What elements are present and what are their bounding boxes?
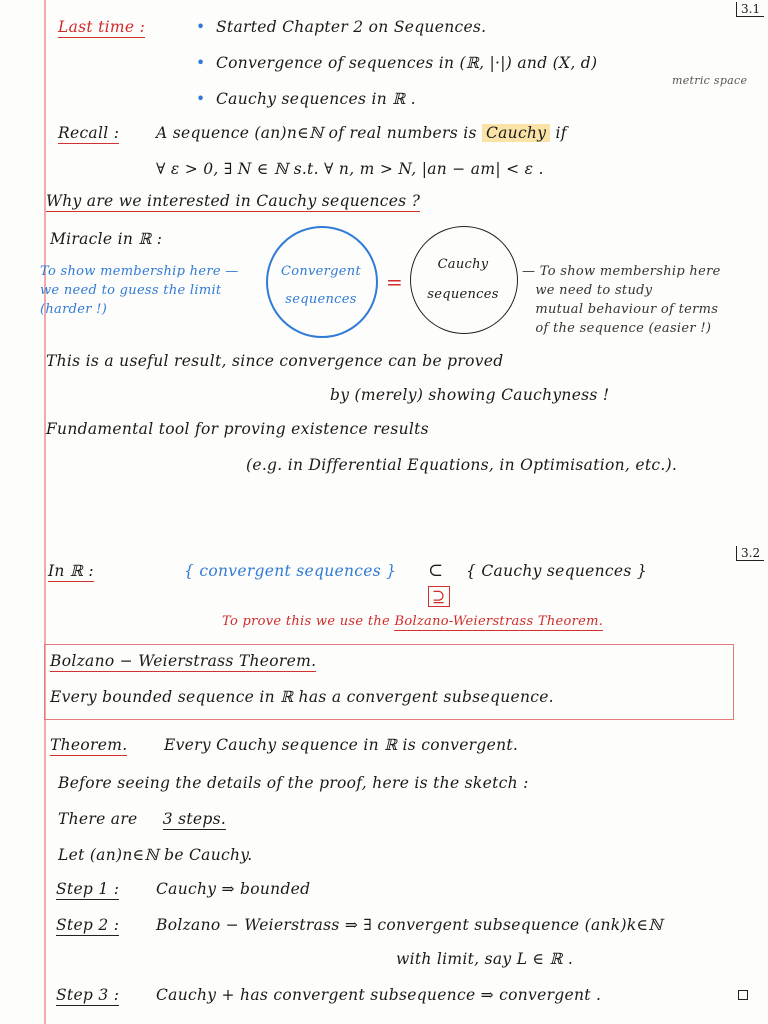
three-steps-line <box>58 810 226 828</box>
step-3-label: Step 3 : <box>56 986 120 1004</box>
three-steps: 3 steps. <box>162 810 227 828</box>
last-time-item-2: Convergence of sequences in (ℝ, |·|) and (X, d) <box>216 54 598 72</box>
bw-title: Bolzano − Weierstrass Theorem. <box>50 652 317 670</box>
bw-note <box>222 614 603 629</box>
cauchy-highlight: Cauchy <box>482 124 550 142</box>
theorem-statement: Every Cauchy sequence in ℝ is convergent. <box>164 736 519 754</box>
step-1-label: Step 1 : <box>56 880 120 898</box>
bw-statement: Every bounded sequence in ℝ has a convergent subsequence. <box>50 688 554 706</box>
recall-label: Recall : <box>58 124 120 142</box>
useful-line-2: by (merely) showing Cauchyness ! <box>330 386 610 404</box>
theorem-label: Theorem. <box>50 736 128 754</box>
last-time-item-1: Started Chapter 2 on Sequences. <box>216 18 487 36</box>
step-2-text-2: with limit, say L ∈ ℝ . <box>396 950 574 968</box>
equals-sign: = <box>386 270 404 294</box>
in-r-label: In ℝ : <box>48 562 94 580</box>
bullet: • <box>196 54 206 72</box>
bw-note-link: Bolzano-Weierstrass Theorem. <box>394 614 604 629</box>
page-number: 3.1 <box>736 2 764 17</box>
metric-space-note: metric space <box>672 74 748 87</box>
cauchy-set: { Cauchy sequences } <box>466 562 648 580</box>
fundamental-line-1: Fundamental tool for proving existence results <box>46 420 429 438</box>
bw-note-text: To prove this we use the <box>222 614 391 629</box>
miracle-line: Miracle in ℝ : <box>50 230 163 248</box>
let-line: Let (an)n∈ℕ be Cauchy. <box>58 846 253 864</box>
qed-square-icon <box>738 990 748 1000</box>
step-1-text: Cauchy ⇒ bounded <box>156 880 311 898</box>
three-steps-pre: There are <box>58 810 138 828</box>
sketch-line: Before seeing the details of the proof, here is the sketch : <box>58 774 529 792</box>
step-2-label: Step 2 : <box>56 916 120 934</box>
recall-line1 <box>156 124 567 142</box>
bullet: • <box>196 18 206 36</box>
recall-text-end: if <box>555 124 567 142</box>
convergent-circle-label: Convergent sequences <box>280 264 361 307</box>
recall-text: A sequence (an)n∈ℕ of real numbers is <box>156 124 477 142</box>
step-3-text: Cauchy + has convergent subsequence ⇒ convergent . <box>156 986 602 1004</box>
convergent-set: { convergent sequences } <box>184 562 397 580</box>
last-time-label: Last time : <box>58 18 146 36</box>
left-note: To show membership here — we need to guess the limit (harder !) <box>40 264 239 317</box>
right-note: — To show membership here we need to study mutual behaviour of terms of the sequence (easier !) <box>522 264 721 336</box>
recall-line2: ∀ ε > 0, ∃ N ∈ ℕ s.t. ∀ n, m > N, |an − am| < ε . <box>156 160 544 178</box>
cauchy-circle-label: Cauchy sequences <box>427 257 499 302</box>
fundamental-line-2: (e.g. in Differential Equations, in Optimisation, etc.). <box>246 456 678 474</box>
useful-line-1: This is a useful result, since convergence can be proved <box>46 352 504 370</box>
subset-symbol: ⊂ <box>428 560 444 581</box>
supset-symbol: ⊇ <box>428 586 450 607</box>
margin-line <box>44 0 46 1024</box>
page-number: 3.2 <box>736 546 764 561</box>
step-2-text: Bolzano − Weierstrass ⇒ ∃ convergent subsequence (ank)k∈ℕ <box>156 916 663 934</box>
why-heading: Why are we interested in Cauchy sequences ? <box>46 192 421 210</box>
last-time-item-3: Cauchy sequences in ℝ . <box>216 90 416 108</box>
bullet: • <box>196 90 206 108</box>
